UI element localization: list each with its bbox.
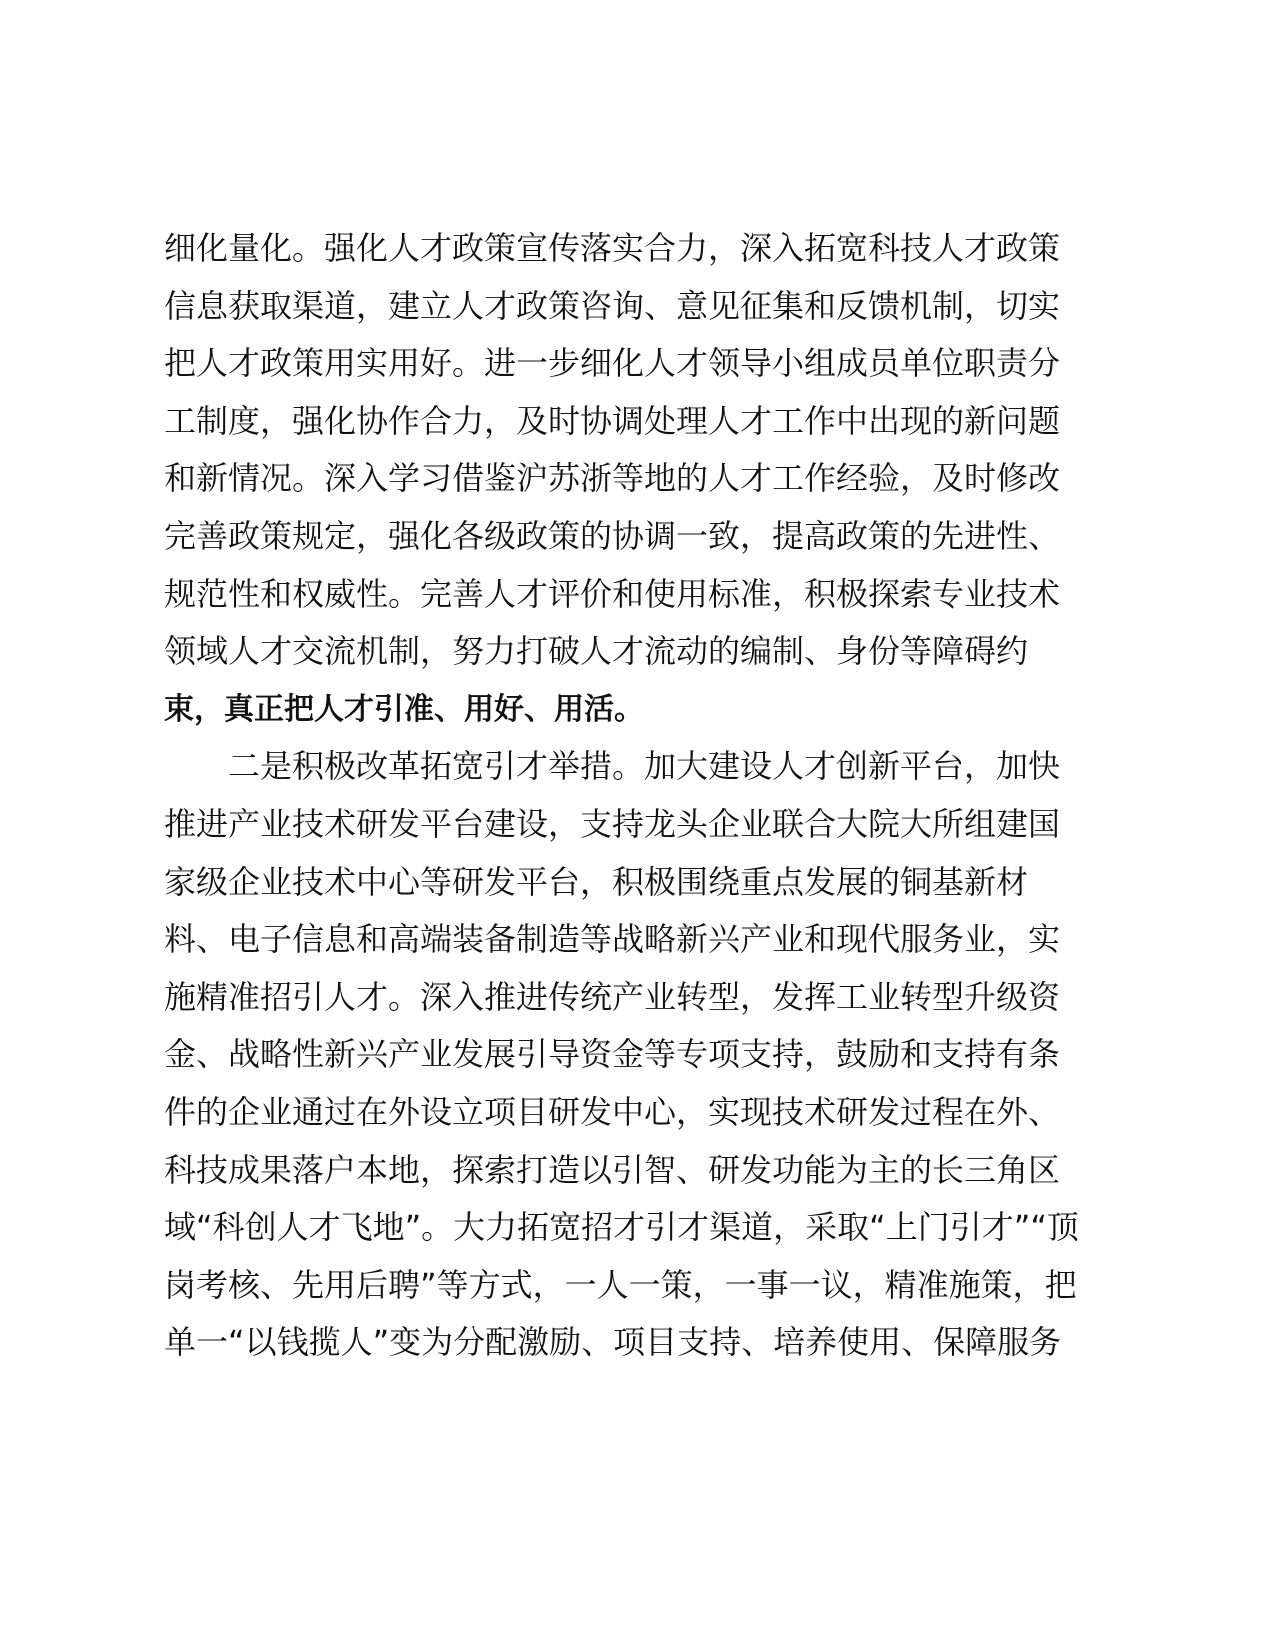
text-line: 家级企业技术中心等研发平台，积极围绕重点发展的铜基新材 [164,862,1029,901]
text-line: 施精准招引人才。深入推进传统产业转型，发挥工业转型升级资 [164,977,1061,1016]
text-line: 规范性和权威性。完善人才评价和使用标准，积极探索专业技术 [164,574,1061,613]
text-line: 完善政策规定，强化各级政策的协调一致，提高政策的先进性、 [164,516,1061,555]
text-line: 单一“以钱揽人”变为分配激励、项目支持、培养使用、保障服务 [164,1323,1062,1362]
text-line: 领域人才交流机制，努力打破人才流动的编制、身份等障碍约 [164,632,1029,671]
text-line: 件的企业通过在外设立项目研发中心，实现技术研发过程在外、 [164,1092,1061,1131]
text-line: 和新情况。深入学习借鉴沪苏浙等地的人才工作经验，及时修改 [164,459,1061,498]
text-line: 推进产业技术研发平台建设，支持龙头企业联合大院大所组建国 [164,804,1061,843]
text-line: 域“科创人才飞地”。大力拓宽招才引才渠道，采取“上门引才”“顶 [164,1208,1079,1247]
text-line: 金、战略性新兴产业发展引导资金等专项支持，鼓励和支持有条 [164,1035,1061,1074]
text-line: 科技成果落户本地，探索打造以引智、研发功能为主的长三角区 [164,1150,1061,1189]
text-line: 工制度，强化协作合力，及时协调处理人才工作中出现的新问题 [164,401,1061,440]
text-line: 料、电子信息和高端装备制造等战略新兴产业和现代服务业，实 [164,920,1061,959]
text-line: 把人才政策用实用好。进一步细化人才领导小组成员单位职责分 [164,344,1061,383]
paragraph-start-line: 二是积极改革拓宽引才举措。加大建设人才创新平台，加快 [164,747,1061,786]
text-line: 岗考核、先用后聘”等方式，一人一策，一事一议，精准施策，把 [164,1265,1077,1304]
text-line: 细化量化。强化人才政策宣传落实合力，深入拓宽科技人才政策 [164,229,1061,267]
text-line: 信息获取渠道，建立人才政策咨询、意见征集和反馈机制，切实 [164,286,1061,325]
body-text [164,220,1124,1372]
text-line: 束，真正把人才引准、用好、用活。 [164,691,644,727]
